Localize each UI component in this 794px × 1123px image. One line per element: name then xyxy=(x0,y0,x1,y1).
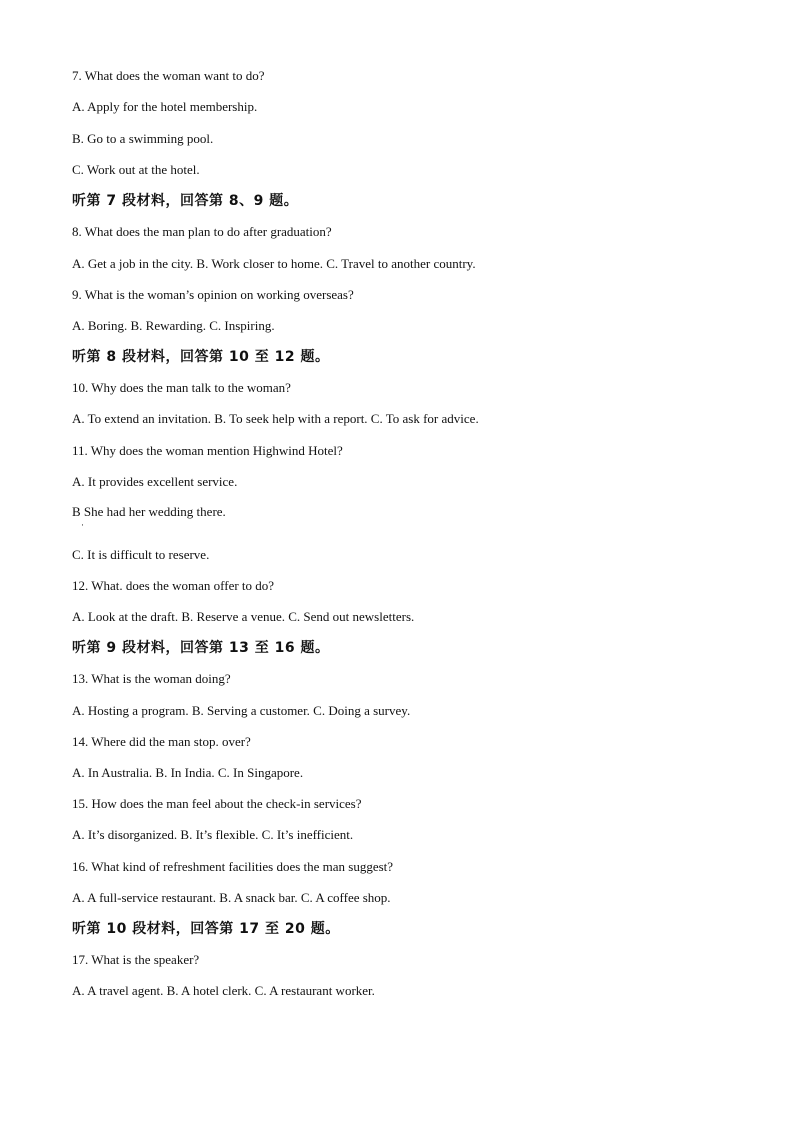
options-13: A. Hosting a program. B. Serving a customer. C. Doing a survey. xyxy=(72,703,411,718)
options-17: A. A travel agent. B. A hotel clerk. C. A restaurant worker. xyxy=(72,983,375,998)
section-heading-9: 听第 9 段材料，回答第 13 至 16 题。 xyxy=(72,640,330,656)
option-11b: B She had her wedding there. xyxy=(72,504,226,519)
section-heading-7: 听第 7 段材料，回答第 8、9 题。 xyxy=(72,193,299,209)
option-11c: C. It is difficult to reserve. xyxy=(72,547,210,562)
options-8: A. Get a job in the city. B. Work closer to home. C. Travel to another country. xyxy=(72,256,476,271)
option-7a: A. Apply for the hotel membership. xyxy=(72,99,258,114)
options-14: A. In Australia. B. In India. C. In Singapore. xyxy=(72,765,304,780)
section-heading-8: 听第 8 段材料，回答第 10 至 12 题。 xyxy=(72,349,330,365)
options-15: A. It’s disorganized. B. It’s flexible. C. It’s inefficient. xyxy=(72,827,354,842)
stray-mark: · xyxy=(81,520,84,530)
question-11: 11. Why does the woman mention Highwind Hotel? xyxy=(72,443,343,458)
question-8: 8. What does the man plan to do after graduation? xyxy=(72,224,332,239)
question-17: 17. What is the speaker? xyxy=(72,952,200,967)
question-9: 9. What is the woman’s opinion on working overseas? xyxy=(72,287,354,302)
option-7c: C. Work out at the hotel. xyxy=(72,162,200,177)
question-10: 10. Why does the man talk to the woman? xyxy=(72,380,291,395)
option-7b: B. Go to a swimming pool. xyxy=(72,131,214,146)
options-9: A. Boring. B. Rewarding. C. Inspiring. xyxy=(72,318,275,333)
options-12: A. Look at the draft. B. Reserve a venue. C. Send out newsletters. xyxy=(72,609,415,624)
question-14: 14. Where did the man stop. over? xyxy=(72,734,251,749)
question-13: 13. What is the woman doing? xyxy=(72,671,231,686)
section-heading-10: 听第 10 段材料，回答第 17 至 20 题。 xyxy=(72,921,340,937)
question-15: 15. How does the man feel about the check-in services? xyxy=(72,796,362,811)
option-11a: A. It provides excellent service. xyxy=(72,474,238,489)
options-10: A. To extend an invitation. B. To seek help with a report. C. To ask for advice. xyxy=(72,411,479,426)
options-16: A. A full-service restaurant. B. A snack bar. C. A coffee shop. xyxy=(72,890,391,905)
question-16: 16. What kind of refreshment facilities does the man suggest? xyxy=(72,859,394,874)
question-7: 7. What does the woman want to do? xyxy=(72,68,265,83)
question-12: 12. What. does the woman offer to do? xyxy=(72,578,275,593)
